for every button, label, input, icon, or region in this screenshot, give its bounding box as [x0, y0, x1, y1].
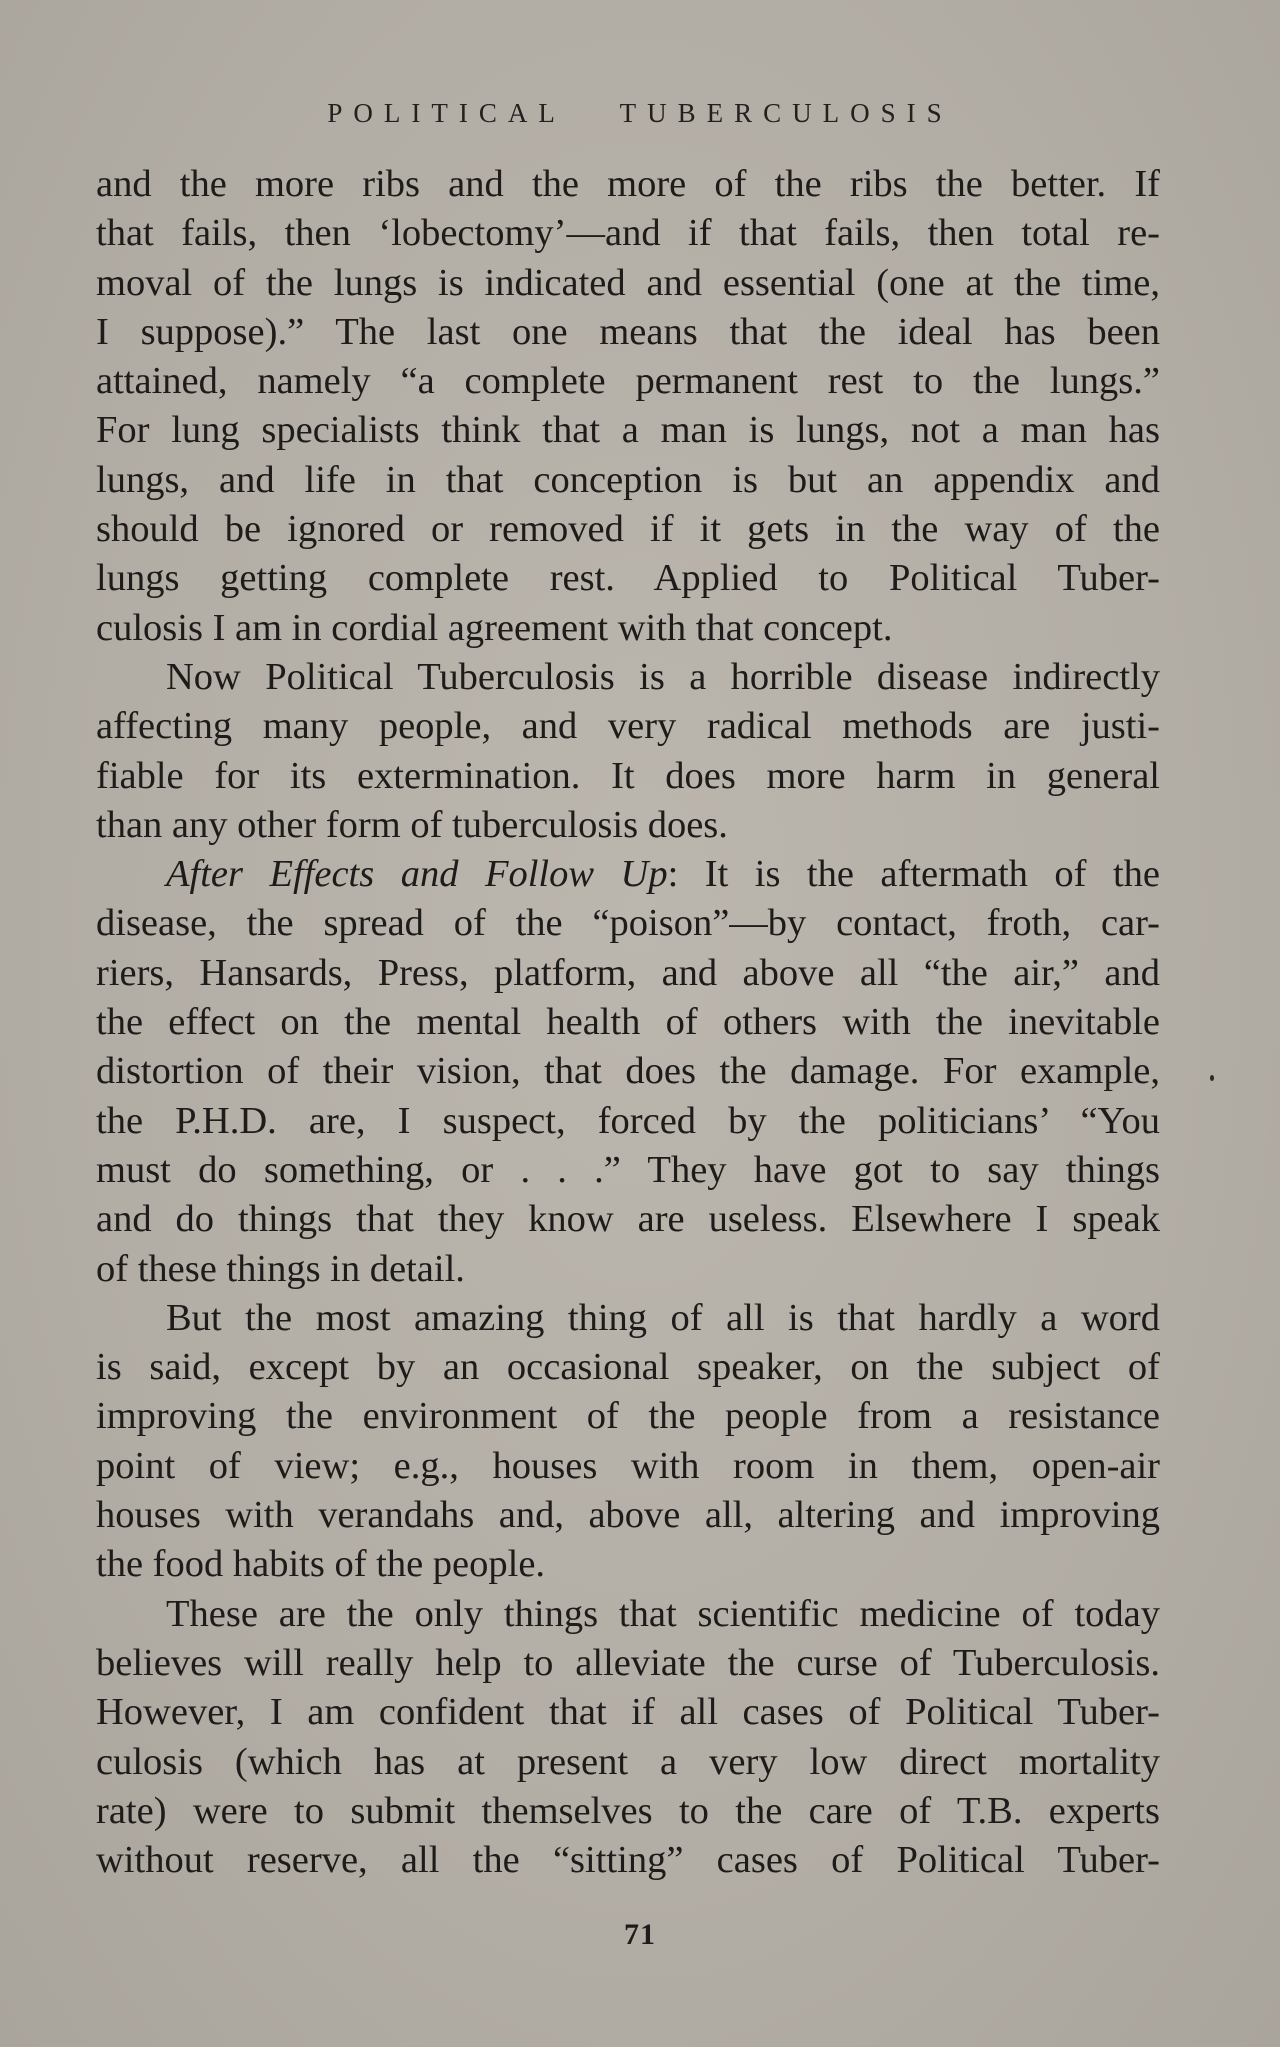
running-head [0, 98, 1280, 129]
running-head-word-2: TUBERCULOSIS [619, 98, 953, 128]
text-line: moval of the lungs is indicated and essential (one at the time, [96, 261, 1160, 304]
text-line: rate) were to submit themselves to the care of T.B. experts [96, 1789, 1160, 1832]
paragraph-3 [96, 850, 1160, 1294]
text-line: and do things that they know are useless. Elsewhere I speak [96, 1198, 1160, 1241]
text-line: disease, the spread of the “poison”—by contact, froth, car- [96, 902, 1160, 945]
first-line-rest: : It is the aftermath of the [667, 853, 1161, 896]
text-line: than any other form of tuberculosis does. [96, 803, 728, 846]
text-line: the food habits of the people. [96, 1543, 546, 1586]
text-line: should be ignored or removed if it gets in the way of the [96, 508, 1160, 551]
text-line: But the most amazing thing of all is that hardly a word [166, 1296, 1160, 1339]
text-line: houses with verandahs and, above all, altering and improving [96, 1494, 1160, 1537]
text-line: point of view; e.g., houses with room in them, open-air [96, 1444, 1160, 1487]
text-line: fiable for its extermination. It does more harm in general [96, 754, 1160, 797]
text-line: improving the environment of the people from a resistance [96, 1395, 1160, 1438]
text-line: For lung specialists think that a man is lungs, not a man has [96, 409, 1160, 452]
text-line: distortion of their vision, that does the damage. For example, [96, 1050, 1160, 1093]
text-line: lungs getting complete rest. Applied to Political Tuber- [96, 557, 1160, 600]
text-line: is said, except by an occasional speaker, on the subject of [96, 1346, 1160, 1389]
text-line: of these things in detail. [96, 1247, 465, 1290]
paragraph-5 [96, 1590, 1160, 1886]
text-line: without reserve, all the “sitting” cases of Political Tuber- [96, 1839, 1160, 1882]
text-line: culosis I am in cordial agreement with that concept. [96, 606, 893, 649]
text-line: affecting many people, and very radical methods are justi- [96, 705, 1160, 748]
text-line: Now Political Tuberculosis is a horrible disease indirectly [166, 655, 1160, 698]
paragraph-1 [96, 160, 1160, 653]
text-line: and the more ribs and the more of the ribs the better. If [96, 163, 1160, 205]
text-line: I suppose).” The last one means that the ideal has been [96, 310, 1160, 353]
text-line: However, I am confident that if all cases of Political Tuber- [96, 1691, 1160, 1734]
text-line: that fails, then ‘lobectomy’—and if that fails, then total re- [96, 212, 1160, 255]
text-line: the P.H.D. are, I suspect, forced by the politicians’ “You [96, 1099, 1160, 1142]
italic-lead: After Effects and Follow Up [166, 853, 668, 896]
text-line: attained, namely “a complete permanent rest to the lungs.” [96, 360, 1160, 403]
text-line: culosis (which has at present a very low direct mortality [96, 1740, 1160, 1783]
paragraph-4 [96, 1294, 1160, 1590]
text-line: riers, Hansards, Press, platform, and above all “the air,” and [96, 951, 1160, 994]
running-head-word-1: POLITICAL [327, 98, 566, 128]
body-text [96, 160, 1160, 1885]
text-line: the effect on the mental health of others with the inevitable [96, 1001, 1160, 1044]
text-line [96, 850, 1160, 899]
paragraph-2 [96, 653, 1160, 850]
text-line: These are the only things that scientific medicine of today [166, 1592, 1160, 1635]
page-number: 71 [624, 1918, 656, 1951]
text-line: lungs, and life in that conception is but an appendix and [96, 458, 1160, 501]
text-line: believes will really help to alleviate the curse of Tuberculosis. [96, 1641, 1160, 1684]
ink-speck [1210, 1075, 1214, 1081]
text-line: must do something, or . . .” They have got to say things [96, 1148, 1160, 1191]
